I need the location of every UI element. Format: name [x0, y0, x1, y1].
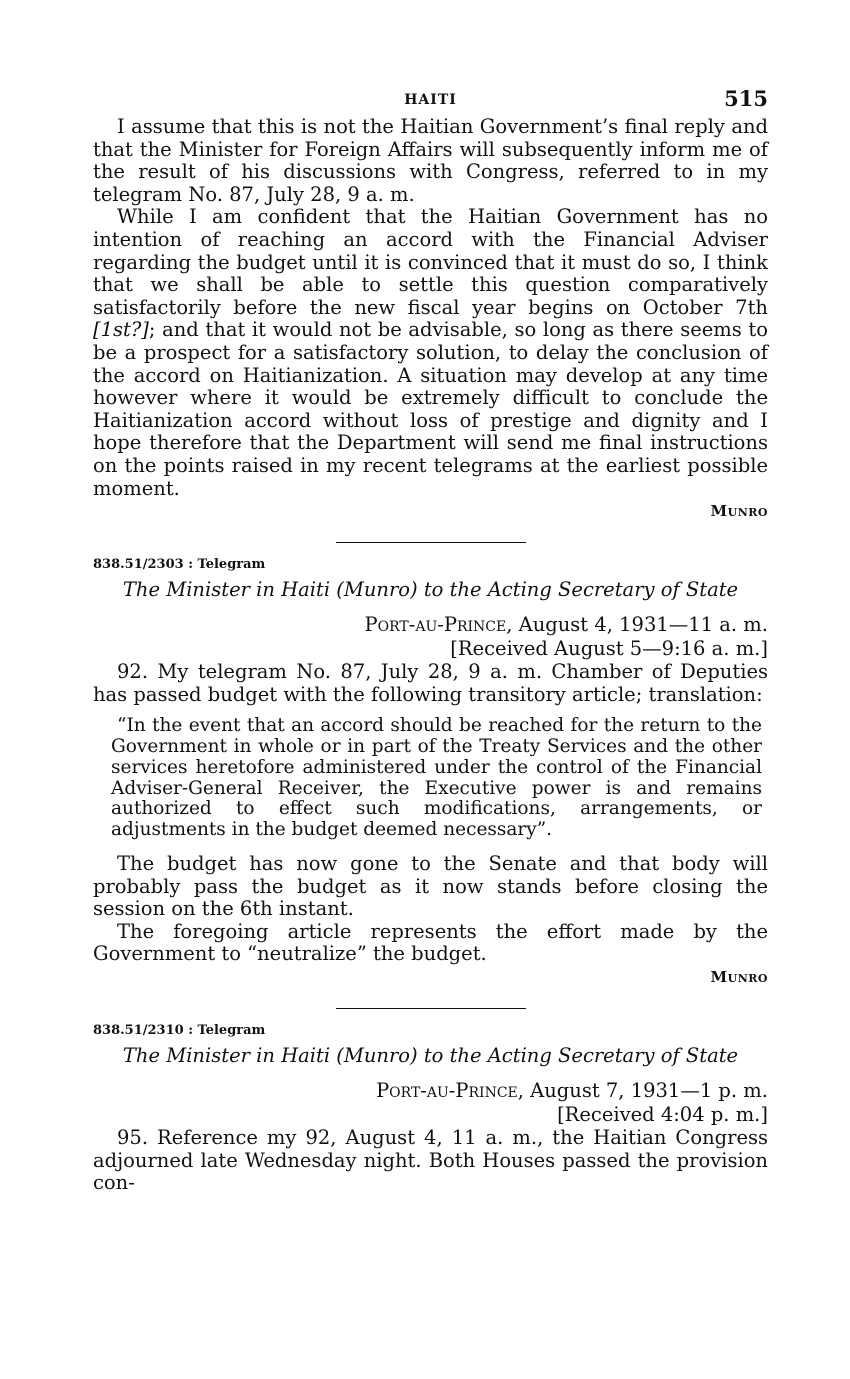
dateline [93, 613, 768, 637]
paragraph-text: ; and that it would not be advisable, so long as there seems to be a prospect for a satisfactory solution, to delay the conclusion of the accord on Haitianization. A situation may develop at any time however where it would be extremely difficult to conclude the Haitianization accord without loss of prestige and dignity and I hope therefore that the Department will send me final instructions on the points raised in my recent telegrams at the earliest possible moment. [93, 318, 768, 500]
dateline [93, 1079, 768, 1103]
block-quote: “In the event that an accord should be reached for the return to the Government in whole or in part of the Treaty Services and the other services heretofore administered under the control of the Financial Adviser-General Receiver, the Executive power is and remains authorized to effect such modifications, arrangements, or adjustments in the budget deemed necessary”. [111, 715, 762, 841]
signature: Munro [710, 968, 768, 987]
paragraph-text: While I am confident that the Haitian Government has no intention of reaching an accord with the Financial Adviser regarding the budget until it is convinced that it must do so, I think that we shall be able to settle this question comparatively satisfactorily before the new fiscal year begins on October 7th [93, 205, 768, 319]
paragraph [93, 206, 768, 500]
received-line: [Received 4:04 p. m.] [557, 1103, 768, 1127]
file-number: 838.51/2310 : Telegram [93, 1023, 266, 1039]
paragraph: I assume that this is not the Haitian Government’s final reply and that the Minister for Foreign Affairs will subsequently inform me of the result of his discussions with Congress, referred to in my telegram No. 87, July 28, 9 a. m. [93, 115, 768, 206]
received-line: [Received August 5—9:16 a. m.] [450, 637, 768, 661]
page-number: 515 [724, 86, 768, 111]
document-page [93, 86, 768, 1195]
paragraph: 95. Reference my 92, August 4, 11 a. m., the Haitian Congress adjourned late Wednesday night. Both Houses passed the provision con- [93, 1126, 768, 1195]
running-head: HAITI [404, 92, 457, 108]
section-divider [336, 542, 526, 543]
section-divider [336, 1008, 526, 1009]
dateline-date: , August 7, 1931—1 p. m. [517, 1079, 768, 1103]
document-title: The Minister in Haiti (Munro) to the Acting Secretary of State [122, 578, 739, 602]
page-header [93, 86, 768, 116]
dateline-place: Port-au-Prince [364, 613, 507, 637]
paragraph: The budget has now gone to the Senate and that body will probably pass the budget as it now stands before closing the session on the 6th instant. [93, 852, 768, 921]
dateline-place: Port-au-Prince [376, 1079, 518, 1103]
document-title: The Minister in Haiti (Munro) to the Acting Secretary of State [122, 1044, 739, 1068]
editorial-note: [1st?] [93, 318, 149, 342]
paragraph: The foregoing article represents the effort made by the Government to “neutralize” the budget. [93, 919, 768, 966]
paragraph: 92. My telegram No. 87, July 28, 9 a. m. Chamber of Deputies has passed budget with the following transitory article; translation: [93, 660, 768, 706]
signature: Munro [710, 502, 768, 521]
file-number: 838.51/2303 : Telegram [93, 557, 266, 573]
dateline-date: , August 4, 1931—11 a. m. [506, 613, 768, 637]
